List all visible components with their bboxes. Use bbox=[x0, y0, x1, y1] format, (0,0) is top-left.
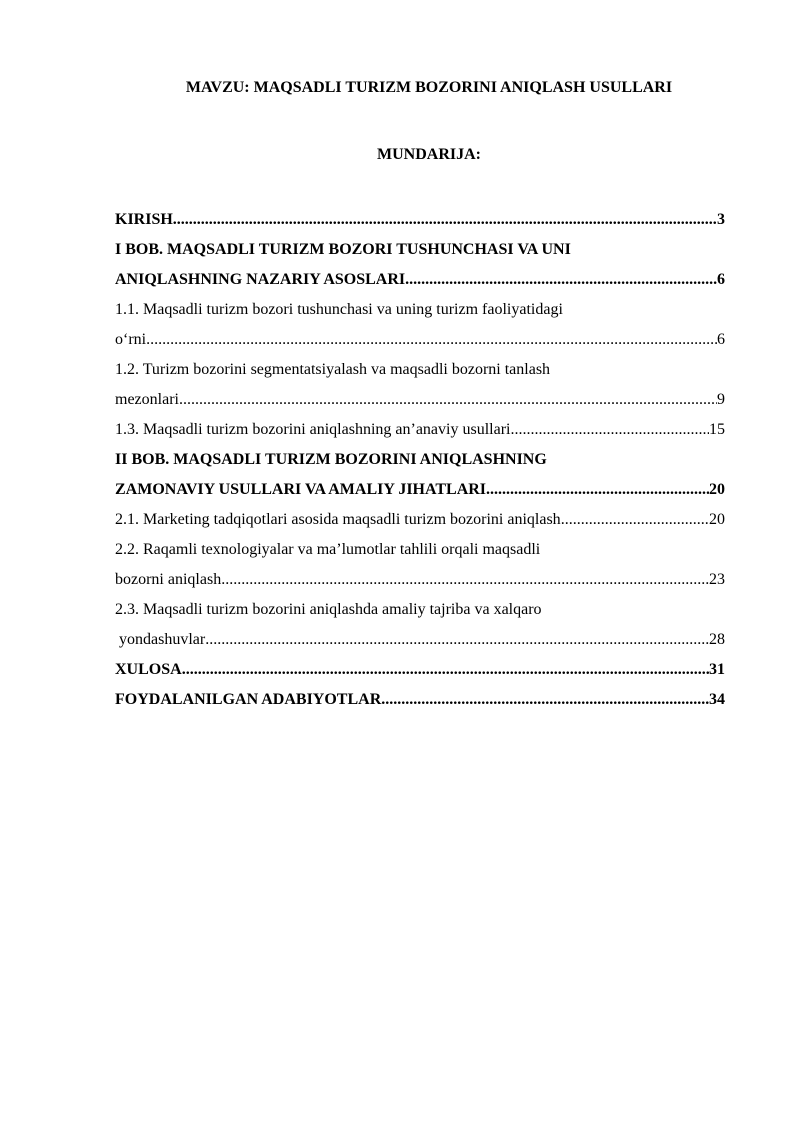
toc-page-number: 15 bbox=[709, 421, 725, 438]
toc-page-number: 20 bbox=[709, 511, 725, 528]
toc-entry-1-1 bbox=[115, 295, 725, 355]
toc-entry-text: ZAMONAVIY USULLARI VA AMALIY JIHATLARI bbox=[115, 481, 487, 498]
toc-entry-text: 2.3. Maqsadli turizm bozorini aniqlashda amaliy tajriba va xalqaro bbox=[115, 601, 542, 618]
toc-page-number: 31 bbox=[709, 661, 725, 678]
toc-entry-1-3 bbox=[115, 415, 725, 445]
dot-leader bbox=[381, 685, 709, 715]
toc-entry-text: XULOSA bbox=[115, 661, 182, 678]
dot-leader bbox=[205, 625, 709, 655]
dot-leader bbox=[221, 565, 709, 595]
toc-entry-text: II BOB. MAQSADLI TURIZM BOZORINI ANIQLASHNING bbox=[115, 451, 547, 468]
dot-leader bbox=[510, 415, 709, 445]
toc-entry-1-2 bbox=[115, 355, 725, 415]
toc-page-number: 3 bbox=[717, 211, 725, 228]
toc-page-number: 34 bbox=[709, 691, 725, 708]
toc-entry-text: yondashuvlar bbox=[115, 631, 206, 648]
dot-leader bbox=[486, 475, 709, 505]
toc-entry-xulosa bbox=[115, 655, 725, 685]
table-of-contents bbox=[115, 205, 725, 715]
toc-page-number: 23 bbox=[709, 571, 725, 588]
toc-entry-2-2 bbox=[115, 535, 725, 595]
dot-leader bbox=[182, 655, 709, 685]
toc-page-number: 6 bbox=[717, 271, 725, 288]
toc-entry-text: 2.2. Raqamli texnologiyalar va ma’lumotlar tahlili orqali maqsadli bbox=[115, 541, 541, 558]
toc-entry-text: 1.3. Maqsadli turizm bozorini aniqlashning an’anaviy usullari bbox=[115, 421, 511, 438]
toc-entry-text: 2.1. Marketing tadqiqotlari asosida maqsadli turizm bozorini aniqlash bbox=[115, 511, 561, 528]
toc-entry-2-1 bbox=[115, 505, 725, 535]
toc-entry-text: FOYDALANILGAN ADABIYOTLAR bbox=[115, 691, 382, 708]
toc-heading: MUNDARIJA: bbox=[377, 146, 481, 163]
dot-leader bbox=[173, 205, 717, 235]
toc-entry-kirish bbox=[115, 205, 725, 235]
toc-entry-text: ANIQLASHNING NAZARIY ASOSLARI bbox=[115, 271, 406, 288]
dot-leader bbox=[405, 265, 717, 295]
toc-entry-text: 1.1. Maqsadli turizm bozori tushunchasi va uning turizm faoliyatidagi bbox=[115, 301, 563, 318]
toc-page-number: 9 bbox=[717, 391, 725, 408]
dot-leader bbox=[179, 385, 717, 415]
toc-page-number: 20 bbox=[709, 481, 725, 498]
toc-entry-bob1 bbox=[115, 235, 725, 295]
document-title: MAVZU: MAQSADLI TURIZM BOZORINI ANIQLASH USULLARI bbox=[185, 79, 673, 96]
toc-entry-adabiyotlar bbox=[115, 685, 725, 715]
toc-entry-text: I BOB. MAQSADLI TURIZM BOZORI TUSHUNCHASI VA UNI bbox=[115, 241, 571, 258]
toc-page-number: 28 bbox=[709, 631, 725, 648]
dot-leader bbox=[561, 505, 709, 535]
dot-leader bbox=[146, 325, 717, 355]
toc-entry-text: 1.2. Turizm bozorini segmentatsiyalash va maqsadli bozorni tanlash bbox=[115, 361, 551, 378]
toc-entry-2-3 bbox=[115, 595, 725, 655]
toc-entry-text: bozorni aniqlash bbox=[115, 571, 222, 588]
toc-entry-text: o‘rni bbox=[115, 331, 147, 348]
toc-page-number: 6 bbox=[717, 331, 725, 348]
toc-entry-text: KIRISH bbox=[115, 211, 173, 228]
toc-entry-text: mezonlari bbox=[115, 391, 179, 408]
toc-entry-bob2 bbox=[115, 445, 725, 505]
